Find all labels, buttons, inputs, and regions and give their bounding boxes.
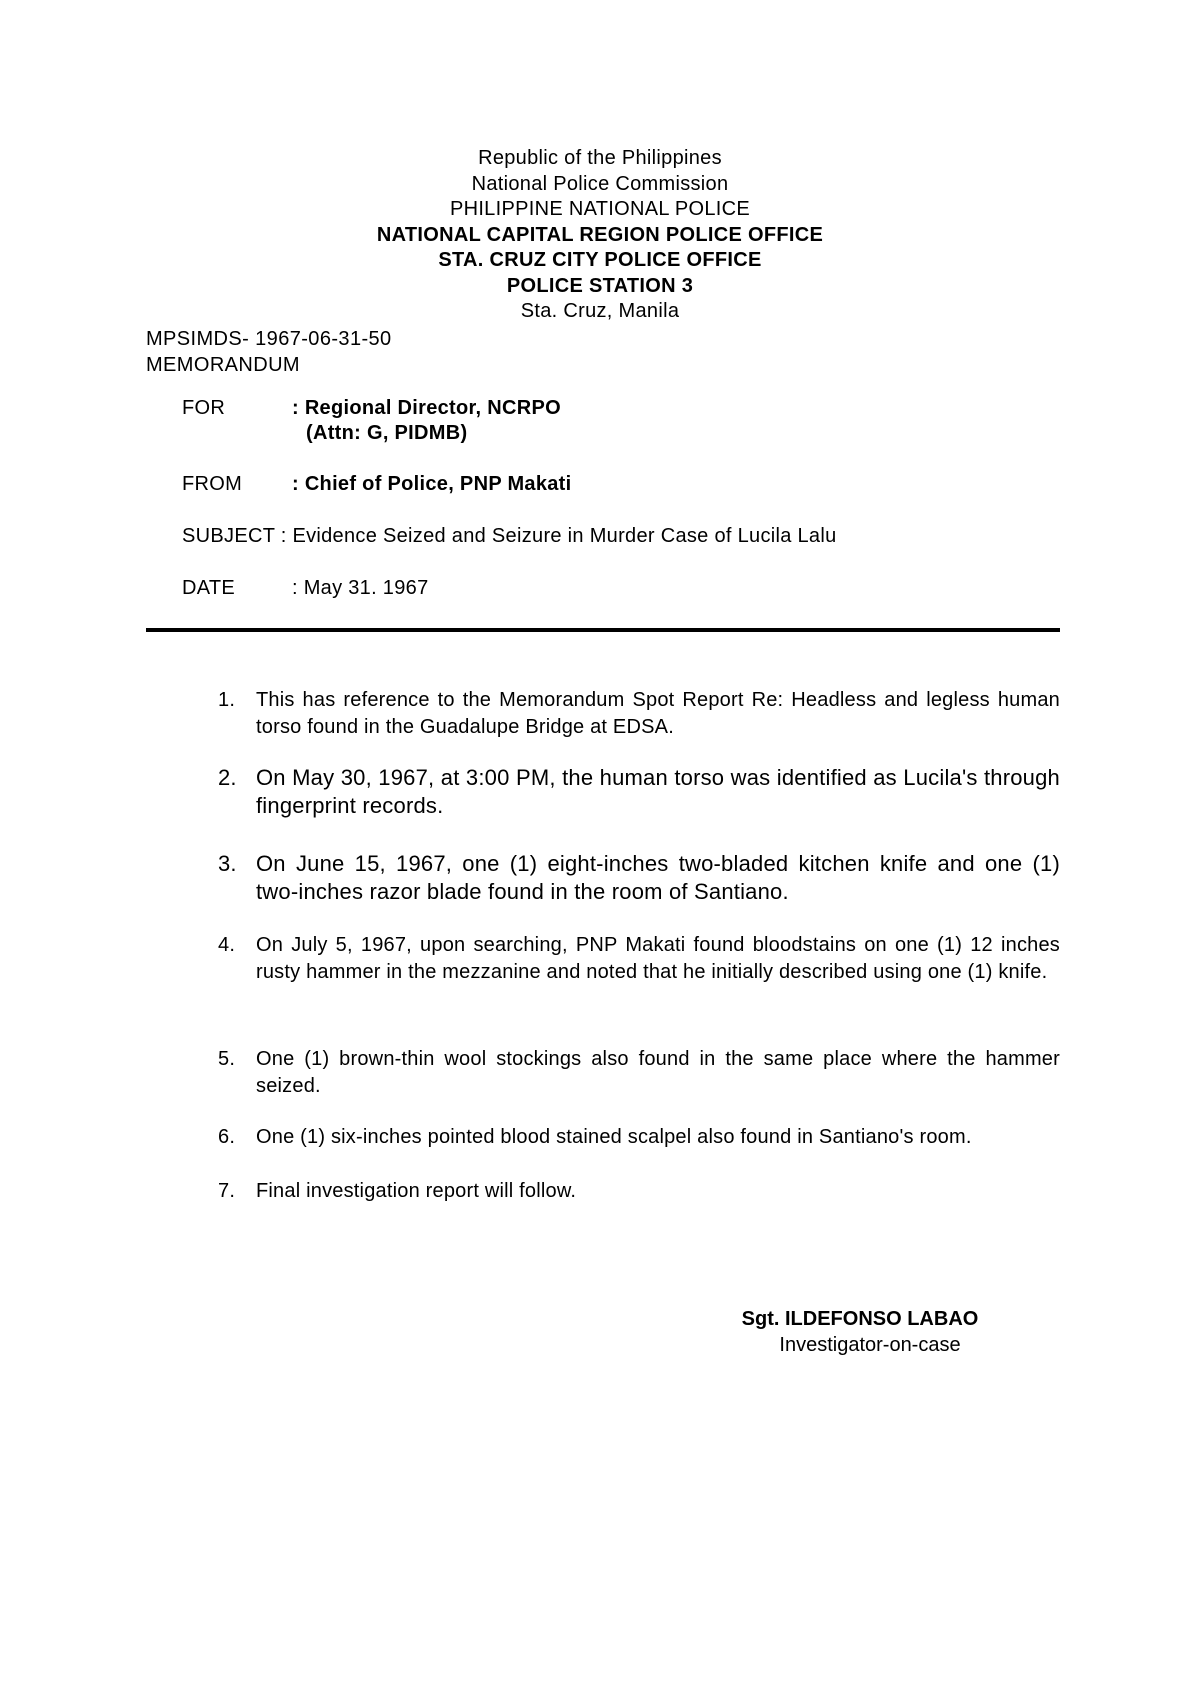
list-item xyxy=(218,1046,1060,1100)
list-item-number: 2. xyxy=(218,765,237,790)
list-item-number: 1. xyxy=(218,689,236,711)
letterhead-commission: National Police Commission xyxy=(471,172,729,195)
list-item-text: On June 15, 1967, one (1) eight-inches two-bladed kitchen knife and one (1) two-inches razor blade found in the room of Santiano. xyxy=(256,851,1060,904)
list-item xyxy=(218,764,1060,820)
list-item-text: On July 5, 1967, upon searching, PNP Makati found bloodstains on one (1) 12 inches rusty hammer in the mezzanine and noted that he initially described using one (1) knife. xyxy=(256,934,1060,983)
from-label: FROM xyxy=(182,473,243,495)
memo-reference xyxy=(146,326,392,378)
for-label: FOR xyxy=(182,397,226,419)
list-item xyxy=(218,850,1060,906)
signature-block xyxy=(700,1306,1020,1358)
list-item-number: 4. xyxy=(218,934,236,956)
list-item xyxy=(218,687,1060,741)
letterhead-location: Sta. Cruz, Manila xyxy=(520,300,680,322)
list-item xyxy=(218,1178,1060,1205)
list-item-number: 6. xyxy=(218,1126,236,1148)
reference-number: MPSIMDS- 1967-06-31-50 xyxy=(146,328,392,350)
document-type: MEMORANDUM xyxy=(146,354,300,376)
letterhead xyxy=(0,146,1200,325)
memo-for-row xyxy=(182,396,561,446)
list-item-number: 5. xyxy=(218,1048,236,1070)
date-label: DATE xyxy=(182,577,236,599)
for-attn: (Attn: G, PIDMB) xyxy=(306,422,468,444)
list-item-text: One (1) six-inches pointed blood stained scalpel also found in Santiano's room. xyxy=(256,1126,972,1148)
from-value: : Chief of Police, PNP Makati xyxy=(292,473,572,495)
list-item xyxy=(218,1124,1060,1151)
memo-subject-row xyxy=(182,524,837,549)
signatory-title: Investigator-on-case xyxy=(779,1334,961,1356)
letterhead-ncrpo: NATIONAL CAPITAL REGION POLICE OFFICE xyxy=(376,223,824,246)
list-item xyxy=(218,932,1060,986)
subject-value: : Evidence Seized and Seizure in Murder Case of Lucila Lalu xyxy=(280,525,837,547)
date-value: : May 31. 1967 xyxy=(292,577,429,599)
memo-from-row xyxy=(182,472,572,497)
letterhead-pnp: PHILIPPINE NATIONAL POLICE xyxy=(449,198,751,220)
letterhead-station: POLICE STATION 3 xyxy=(506,274,694,297)
list-item-text: Final investigation report will follow. xyxy=(256,1180,577,1202)
letterhead-republic: Republic of the Philippines xyxy=(478,147,722,169)
signatory-name: Sgt. ILDEFONSO LABAO xyxy=(741,1308,979,1330)
subject-label: SUBJECT xyxy=(182,525,275,547)
for-value: : Regional Director, NCRPO xyxy=(292,397,561,419)
list-item-text: One (1) brown-thin wool stockings also found in the same place where the hammer seized. xyxy=(256,1048,1060,1097)
list-item-number: 7. xyxy=(218,1180,236,1202)
memo-date-row xyxy=(182,576,429,601)
list-item-text: On May 30, 1967, at 3:00 PM, the human torso was identified as Lucila's through fingerprint records. xyxy=(256,765,1060,818)
list-item-number: 3. xyxy=(218,851,237,876)
letterhead-city-office: STA. CRUZ CITY POLICE OFFICE xyxy=(438,249,762,271)
list-item-text: This has reference to the Memorandum Spot Report Re: Headless and legless human torso found in the Guadalupe Bridge at EDSA. xyxy=(256,689,1060,738)
divider-rule xyxy=(146,628,1060,632)
